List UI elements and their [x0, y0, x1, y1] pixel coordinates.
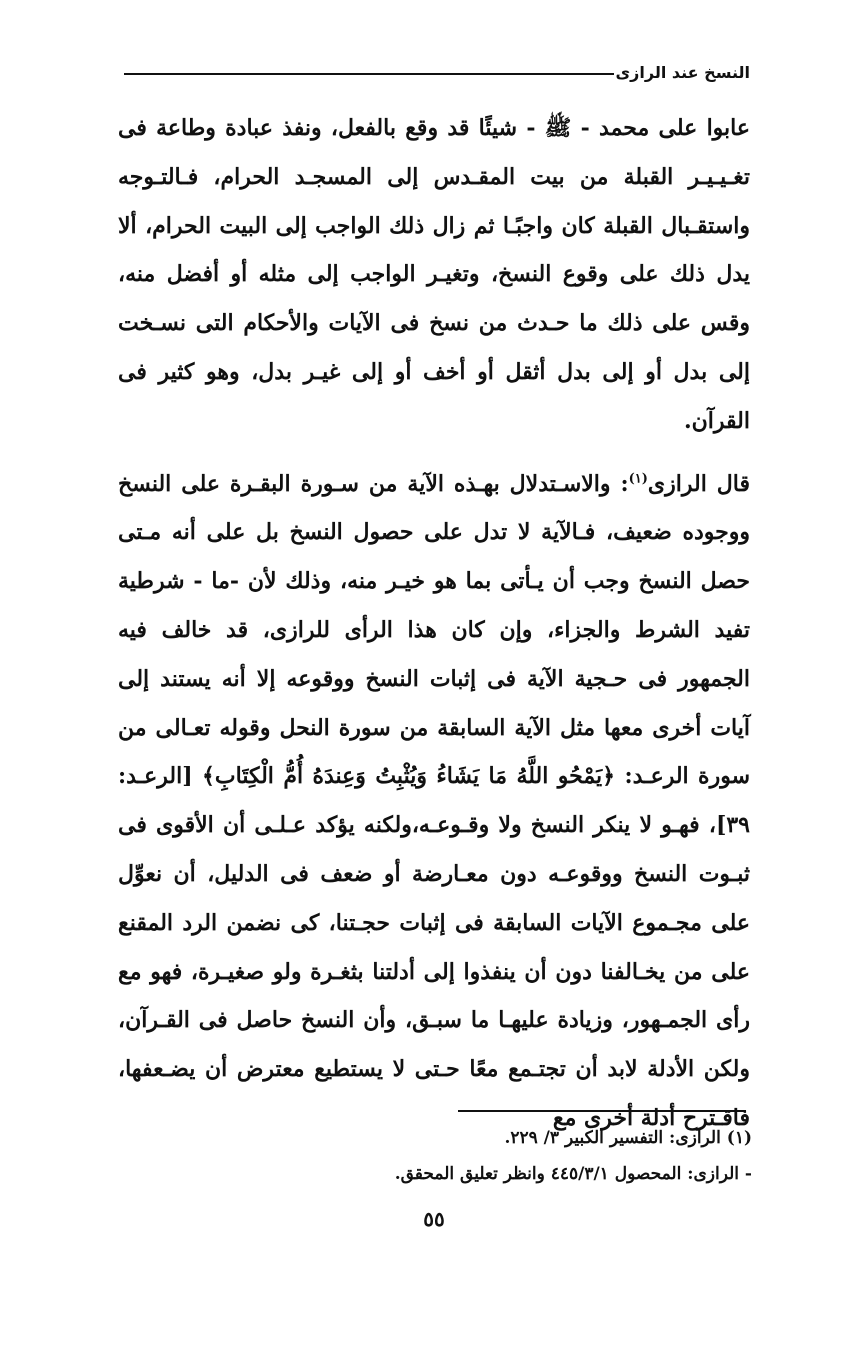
paragraph-2-middle: : والاسـتدلال بهـذه الآية من سـورة البقـرة على النسخ ووجوده ضعيف، فـالآية لا تدل على حصول النسخ بل على أنه مـتى حصل النسخ وجب أن يـأتى بما هو خيـر منه، وذلك لأن -ما - شرطية تفيد الشرط والجزاء، وإن كان هذا الرأى للرازى، قد خالف فيه الجمهور فى حـجية الآية فى إثبات النسخ ووقوعه إلا أنه يستند إلى آيات أخرى معها مثل الآية السابقة من سورة النحل وقوله تعـالى من سورة الرعـد:: [118, 470, 750, 790]
paragraph-2: [118, 460, 750, 1143]
page-number: ٥٥: [423, 1207, 445, 1231]
paragraph-2-start: قال الرازى: [647, 470, 750, 497]
header-rule: [124, 73, 614, 75]
footnote-separator: [458, 1110, 746, 1112]
footnotes: [200, 1120, 752, 1192]
paragraph-1: عابوا على محمد - ﷺ - شيئًا قد وقع بالفعل، ونفذ عبادة وطاعة فى تغـيـيـر القبلة من بيت المقـدس إلى المسجـد الحرام، فـالتـوجه واستقـبال القبلة كان واجبًـا ثم زال ذلك الواجب إلى البيت الحرام، ألا يدل ذلك على وقوع النسخ، وتغيـر الواجب إلى مثله أو أفضل منه، وقس على ذلك ما حـدث من نسخ فى الآيات والأحكام التى نسـخت إلى بدل أو إلى بدل أثقل أو أخف أو إلى غيـر بدل، وهو كثير فى القرآن.: [118, 115, 750, 434]
main-text: [118, 104, 750, 1143]
paragraph-2-end: [الرعـد: ٣٩]، فهـو لا ينكر النسخ ولا وقـوعـه،ولكنه يؤكد عـلـى أن الأقوى فى ثبـوت النسخ ووقوعـه دون معـارضة أو ضعف فى الدليل، أن نعوِّل على مجـموع الآيات السابقة فى إثبات حجـتنا، كى نضمن الرد المقنع على من يخـالفنا دون أن ينفذوا إلى أدلتنا بثغـرة ولو صغيـرة، فهو مع رأى الجمـهور، وزيادة عليهـا ما سبـق، وأن النسخ حاصل فى القـرآن، ولكن الأدلة لابد أن تجتـمع معًا حـتى لا يستطيع معترض أن يضـعفها، فاقـترح أدلة أخرى مع: [118, 763, 750, 1131]
running-header: [124, 62, 750, 88]
footnote-reference: (١): [628, 471, 648, 487]
footnote-2: - الرازى: المحصول ٤٤٥/٣/١ وانظر تعليق المحقق.: [394, 1164, 752, 1184]
header-title: النسخ عند الرازى: [615, 63, 750, 82]
quran-verse: ﴿يَمْحُو اللَّهُ مَا يَشَاءُ وَيُثْبِتُ وَعِندَهُ أُمُّ الْكِتَابِ﴾: [202, 763, 616, 790]
footnote-1: (١) الرازى: التفسير الكبير ٣/ ٢٢٩.: [504, 1128, 752, 1148]
